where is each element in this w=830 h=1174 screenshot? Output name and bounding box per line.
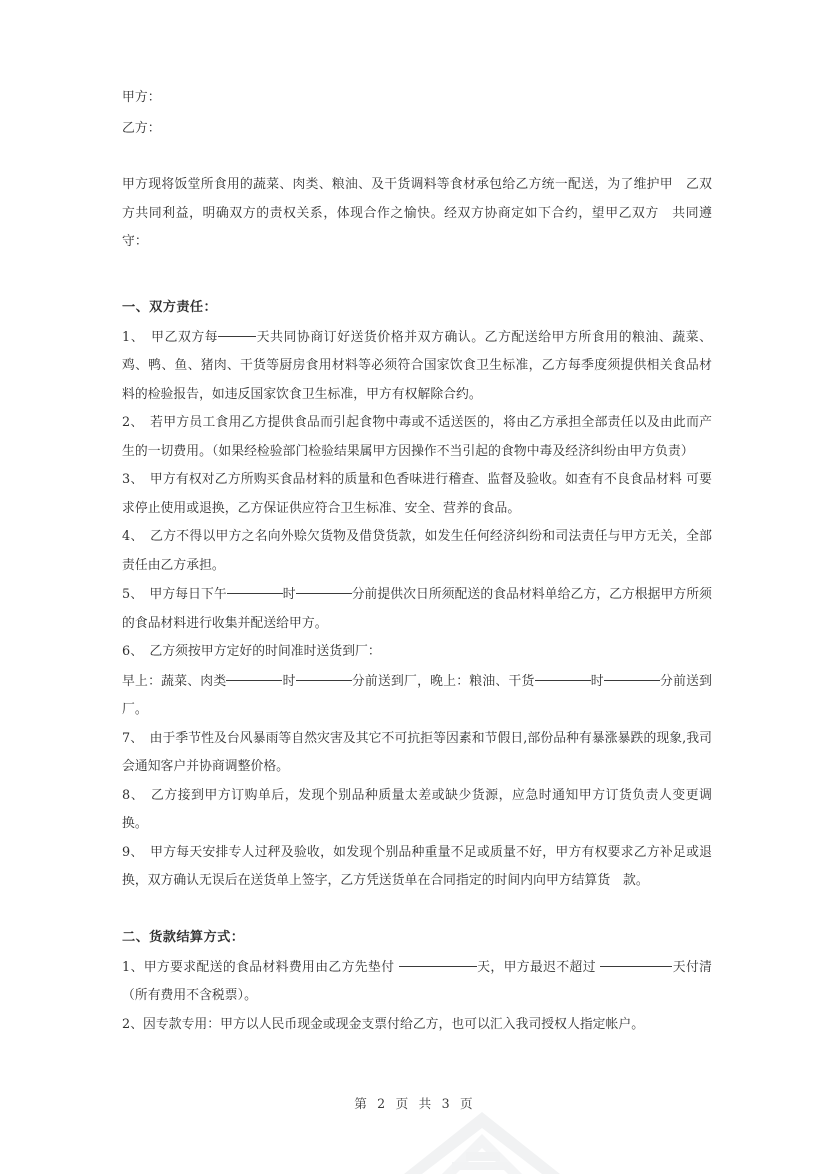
- clause-text: 乙方不得以甲方之名向外赊欠货物及借贷货款，如发生任何经济纠纷和司法责任与甲方无关，全部责任由乙方承担。: [122, 529, 713, 573]
- clause-text: 乙方接到甲方订购单后，发现个别品种质量太差或缺少货源，应急时通知甲方订货负责人变更调换。: [122, 787, 712, 831]
- fill-in-blank[interactable]: [218, 323, 256, 337]
- party-a-label: 甲方：: [122, 90, 161, 105]
- clause-text: 甲乙双方每: [137, 329, 219, 345]
- clause-text: 分前提供次日所须配送的食品材料单给乙方，乙方根据甲方所须的食品材料进行收集并配送给甲方。: [122, 587, 712, 631]
- fill-in-blank[interactable]: [296, 580, 352, 594]
- clause-number: 6、: [122, 644, 137, 659]
- clause-number: 8、: [122, 787, 138, 803]
- clause-number: 1、: [122, 959, 144, 975]
- clause-paragraph: [122, 466, 712, 523]
- fill-in-blank[interactable]: [226, 667, 282, 681]
- clause-text: 早上：蔬菜、肉类: [122, 673, 227, 689]
- clause-text: 天，甲方最迟不超过: [476, 959, 601, 975]
- clause-number: 9、: [122, 844, 138, 860]
- clause-paragraph: [122, 667, 712, 725]
- section-heading: 一、双方责任：: [122, 299, 218, 315]
- section-heading: 二、货款结算方式：: [122, 929, 245, 945]
- preamble-paragraph: 甲方现将饭堂所食用的蔬菜、肉类、粮油、及干货调料等食材承包给乙方统一配送，为了维护甲 乙双方共同利益，明确双方的责权关系，体现合作之愉快。经双方协商定如下合约，望甲乙双方 共同遵守：: [122, 177, 712, 249]
- clause-paragraph: [122, 953, 712, 1011]
- party-b-label: 乙方：: [122, 121, 161, 136]
- clause-text: 天付清（所有费用不含税票）。: [122, 959, 712, 1003]
- clause-paragraph: [122, 839, 712, 896]
- clause-text: 因专款专用：甲方以人民币现金或现金支票付给乙方，也可以汇入我司授权人指定帐户。: [143, 1016, 645, 1032]
- clause-paragraph: [122, 323, 712, 410]
- clause-paragraph: [122, 638, 712, 667]
- clause-text: 甲方有权对乙方所购买食品材料的质量和色香味进行稽查、监督及验收。如查有不良食品材料 可要求停止使用或退换，乙方保证供应符合卫生标准、安全、营养的食品。: [122, 472, 712, 516]
- clause-text: 甲方要求配送的食品材料费用由乙方先垫付: [143, 959, 399, 975]
- fill-in-blank[interactable]: [535, 667, 591, 681]
- spacer: [122, 257, 712, 293]
- clause-text: 时: [282, 673, 296, 689]
- clause-number: 7、: [122, 730, 137, 746]
- clause-text: 若甲方员工食用乙方提供食品而引起食物中毒或不适送医的，将由乙方承担全部责任以及由此而产生的一切费用。（如果经检验部门检验结果属甲方因操作不当引起的食物中毒及经济纠纷由甲方负责）: [122, 415, 713, 459]
- clause-paragraph: [122, 1011, 712, 1040]
- clause-number: 1、: [122, 329, 138, 345]
- clause-text: 乙方须按甲方定好的时间准时送货到厂：: [136, 644, 381, 659]
- fill-in-blank[interactable]: [600, 953, 672, 967]
- clause-paragraph: [122, 409, 712, 466]
- clause-text: 甲方每天安排专人过秤及验收，如发现个别品种重量不足或质量不好，甲方有权要求乙方补足或退换，双方确认无误后在送货单上签字，乙方凭送货单在合同指定的时间内向甲方结算货 款。: [122, 844, 713, 888]
- clause-paragraph: [122, 523, 712, 580]
- clause-number: 2、: [122, 1016, 144, 1032]
- clause-paragraph: [122, 580, 712, 638]
- clause-text: 由于季节性及台风暴雨等自然灾害及其它不可抗拒等因素和节假日,部份品种有暴涨暴跌的现象,我司会通知客户并协商调整价格。: [122, 730, 712, 774]
- clause-number: 5、: [122, 587, 137, 602]
- clause-paragraph: [122, 782, 712, 839]
- clause-text: 分前送到厂，晚上：粮油、干货: [351, 673, 535, 689]
- spacer: [122, 144, 712, 171]
- fill-in-blank[interactable]: [604, 667, 660, 681]
- fill-in-blank[interactable]: [227, 580, 283, 594]
- fill-in-blank[interactable]: [296, 667, 352, 681]
- clause-text: 甲方每日下午: [136, 587, 227, 602]
- watermark-graphic: [382, 1112, 582, 1174]
- fill-in-blank[interactable]: [399, 953, 477, 967]
- spacer: [122, 896, 712, 923]
- clause-paragraph: [122, 725, 712, 782]
- clause-number: 4、: [122, 529, 138, 544]
- clause-text: 时: [282, 587, 296, 602]
- clause-text: 天共同协商订好送货价格并双方确认。乙方配送给甲方所食用的粮油、蔬菜、鸡、鸭、鱼、猪肉、干货等厨房食用材料等必须符合国家饮食卫生标准，乙方每季度须提供相关食品材料的检验报告，如违反国家饮食卫生标准，甲方有权解除合约。: [122, 329, 712, 402]
- document-body: [122, 82, 712, 1039]
- clause-number: 2、: [122, 415, 138, 430]
- sections-container: [122, 293, 712, 1040]
- clause-text: 分前送到厂。: [122, 673, 713, 717]
- clause-number: 3、: [122, 472, 137, 487]
- page-footer: 第 2 页 共 3 页: [354, 1096, 476, 1111]
- clause-text: 时: [590, 673, 604, 689]
